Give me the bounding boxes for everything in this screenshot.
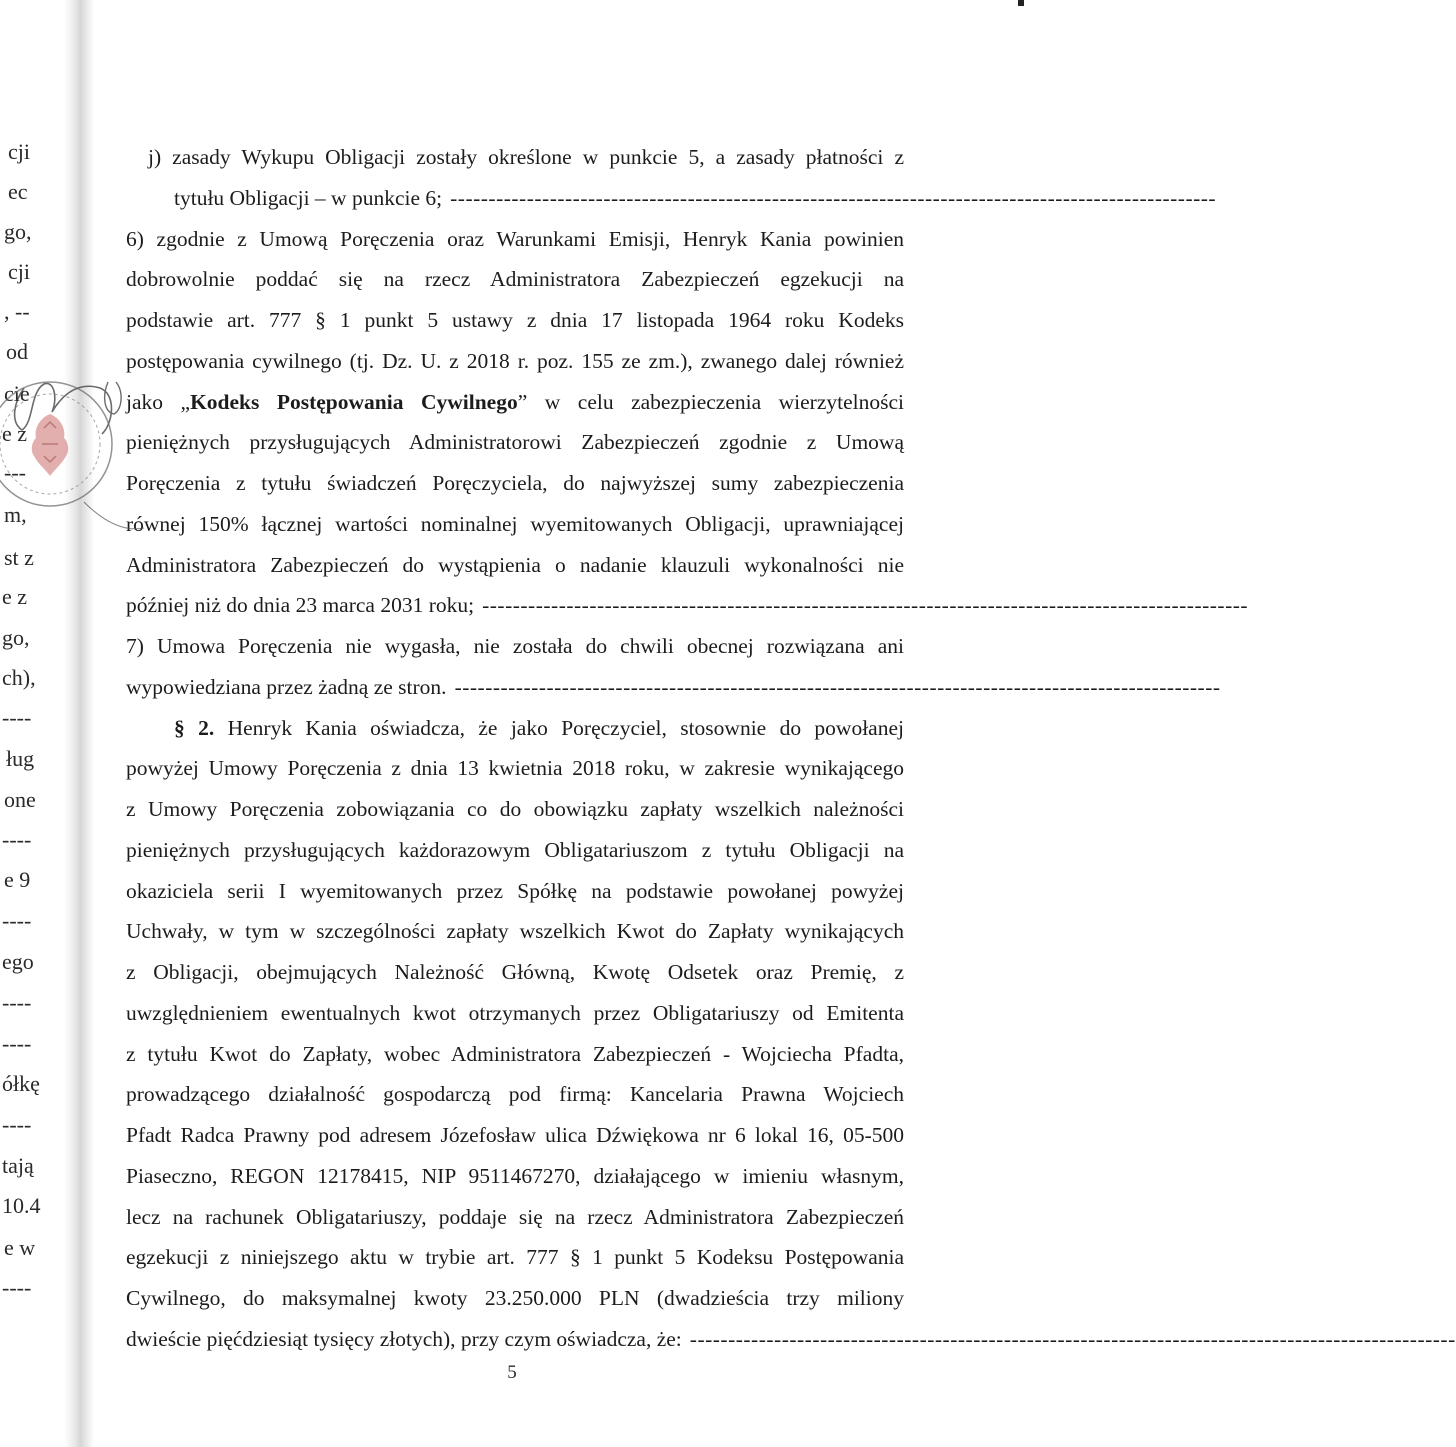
text-line: dwieście pięćdziesiąt tysięcy złotych), przy czym oświadcza, że: ---------------------------------------------------------------------------------------------------- (126, 1319, 904, 1360)
text-line: pieniężnych przysługujących Administratorowi Zabezpieczeń zgodnie z Umową (126, 430, 904, 455)
margin-fragment: , -- (4, 299, 30, 324)
margin-fragment: cji (8, 259, 30, 284)
margin-fragment: m, (4, 502, 27, 527)
text-line: powyżej Umowy Poręczenia z dnia 13 kwietnia 2018 roku, w zakresie wynikającego (126, 756, 904, 781)
text-line: dobrowolnie poddać się na rzecz Administratora Zabezpieczeń egzekucji na (126, 267, 904, 292)
margin-fragment: go, (2, 625, 30, 650)
text-line: tytułu Obligacji – w punkcie 6; ---------------------------------------------------------------------------------------------------- (126, 178, 904, 219)
text-line: z tytułu Kwot do Zapłaty, wobec Administratora Zabezpieczeń - Wojciecha Pfadta, (126, 1041, 904, 1066)
defined-term: Kodeks Postępowania Cywilnego (190, 389, 518, 414)
margin-fragment: ego (2, 949, 34, 974)
margin-fragment: ---- (2, 1275, 32, 1300)
margin-fragment: e z (2, 584, 28, 609)
text-line: Administratora Zabezpieczeń do wystąpienia o nadanie klauzuli wykonalności nie (126, 552, 904, 577)
dash-filler: ---------------------------------------------------------------------------------------------------- (482, 593, 1249, 618)
text-line: później niż do dnia 23 marca 2031 roku; ---------------------------------------------------------------------------------------------------- (126, 585, 904, 626)
margin-fragment: ółkę (2, 1071, 40, 1096)
text-line: 7) Umowa Poręczenia nie wygasła, nie została do chwili obecnej rozwiązana ani (126, 634, 904, 658)
text-line: podstawie art. 777 § 1 punkt 5 ustawy z dnia 17 listopada 1964 roku Kodeks (126, 308, 904, 332)
text-line: Poręczenia z tytułu świadczeń Poręczyciela, do najwyższej sumy zabezpieczenia (126, 471, 904, 495)
scan-corner-mark (1018, 0, 1024, 6)
margin-fragment: ---- (2, 908, 32, 933)
text-line: pieniężnych przysługujących każdorazowym Obligatariuszom z tytułu Obligacji na (126, 837, 904, 862)
margin-fragment: od (6, 339, 28, 364)
margin-fragment: ---- (2, 1112, 32, 1137)
section-marker: § 2. (174, 715, 215, 740)
text-line: okaziciela serii I wyemitowanych przez Spółkę na podstawie powołanej powyżej (126, 878, 904, 903)
margin-fragment: ---- (2, 1031, 32, 1056)
margin-fragment: st z (4, 545, 34, 570)
dash-filler: ---------------------------------------------------------------------------------------------------- (454, 674, 1221, 699)
margin-fragment: cji (8, 139, 30, 164)
text-line: równej 150% łącznej wartości nominalnej wyemitowanych Obligacji, uprawniającej (126, 511, 904, 536)
margin-fragment: ---- (2, 827, 32, 852)
page-number: 5 (507, 1362, 517, 1383)
margin-fragment: e 9 (4, 867, 31, 892)
text-line: postępowania cywilnego (tj. Dz. U. z 2018 r. poz. 155 ze zm.), zwanego dalej również (126, 348, 904, 373)
margin-fragment: 10.4 (2, 1193, 41, 1218)
margin-fragment: go, (4, 219, 32, 244)
text-line: Piaseczno, REGON 12178415, NIP 9511467270, działającego w imieniu własnym, (126, 1163, 904, 1188)
text-line: z Umowy Poręczenia zobowiązania co do obowiązku zapłaty wszelkich należności (126, 797, 904, 821)
text-line: uwzględnieniem ewentualnych kwot otrzymanych przez Obligatariuszy od Emitenta (126, 1000, 904, 1025)
text-line: egzekucji z niniejszego aktu w trybie art. 777 § 1 punkt 5 Kodeksu Postępowania (126, 1245, 904, 1270)
margin-fragment: ec (8, 179, 28, 204)
page-spine-shadow (64, 0, 94, 1447)
text-line: wypowiedziana przez żadną ze stron. ---------------------------------------------------------------------------------------------------- (126, 667, 904, 708)
text-line: Pfadt Radca Prawny pod adresem Józefosław ulica Dźwiękowa nr 6 lokal 16, 05-500 (126, 1123, 904, 1147)
margin-fragment: --- (4, 460, 26, 485)
dash-filler: ---------------------------------------------------------------------------------------------------- (689, 1326, 1456, 1351)
margin-fragment: e w (4, 1235, 36, 1260)
margin-fragment: cie (4, 381, 30, 406)
margin-fragment: e z (2, 421, 28, 446)
text-line: prowadzącego działalność gospodarczą pod firmą: Kancelaria Prawna Wojciech (126, 1082, 904, 1107)
text-line: lecz na rachunek Obligatariuszy, poddaje się na rzecz Administratora Zabezpieczeń (126, 1204, 904, 1229)
document-body (126, 137, 1456, 1360)
text-line: z Obligacji, obejmujących Należność Główną, Kwotę Odsetek oraz Premię, z (126, 960, 904, 984)
margin-fragment: ---- (2, 990, 32, 1015)
official-seal-icon (4, 352, 144, 542)
text-line: 6) zgodnie z Umową Poręczenia oraz Warunkami Emisji, Henryk Kania powinien (126, 226, 904, 251)
text-line: j) zasady Wykupu Obligacji zostały określone w punkcie 5, a zasady płatności z (148, 145, 904, 169)
margin-fragment: ch), (2, 665, 36, 690)
margin-fragment: ---- (2, 705, 32, 730)
text-line: jako „Kodeks Postępowania Cywilnego” w celu zabezpieczenia wierzytelności (126, 389, 905, 414)
text-line: Uchwały, w tym w szczególności zapłaty wszelkich Kwot do Zapłaty wynikających (126, 919, 904, 944)
margin-fragment: tają (2, 1153, 34, 1178)
text-line: Cywilnego, do maksymalnej kwoty 23.250.000 PLN (dwadzieścia trzy miliony (126, 1286, 904, 1310)
margin-fragment: one (4, 787, 36, 812)
text-line: § 2. Henryk Kania oświadcza, że jako Poręczyciel, stosownie do powołanej (174, 715, 904, 740)
margin-fragment: ług (6, 746, 35, 771)
dash-filler: ---------------------------------------------------------------------------------------------------- (450, 185, 1217, 210)
